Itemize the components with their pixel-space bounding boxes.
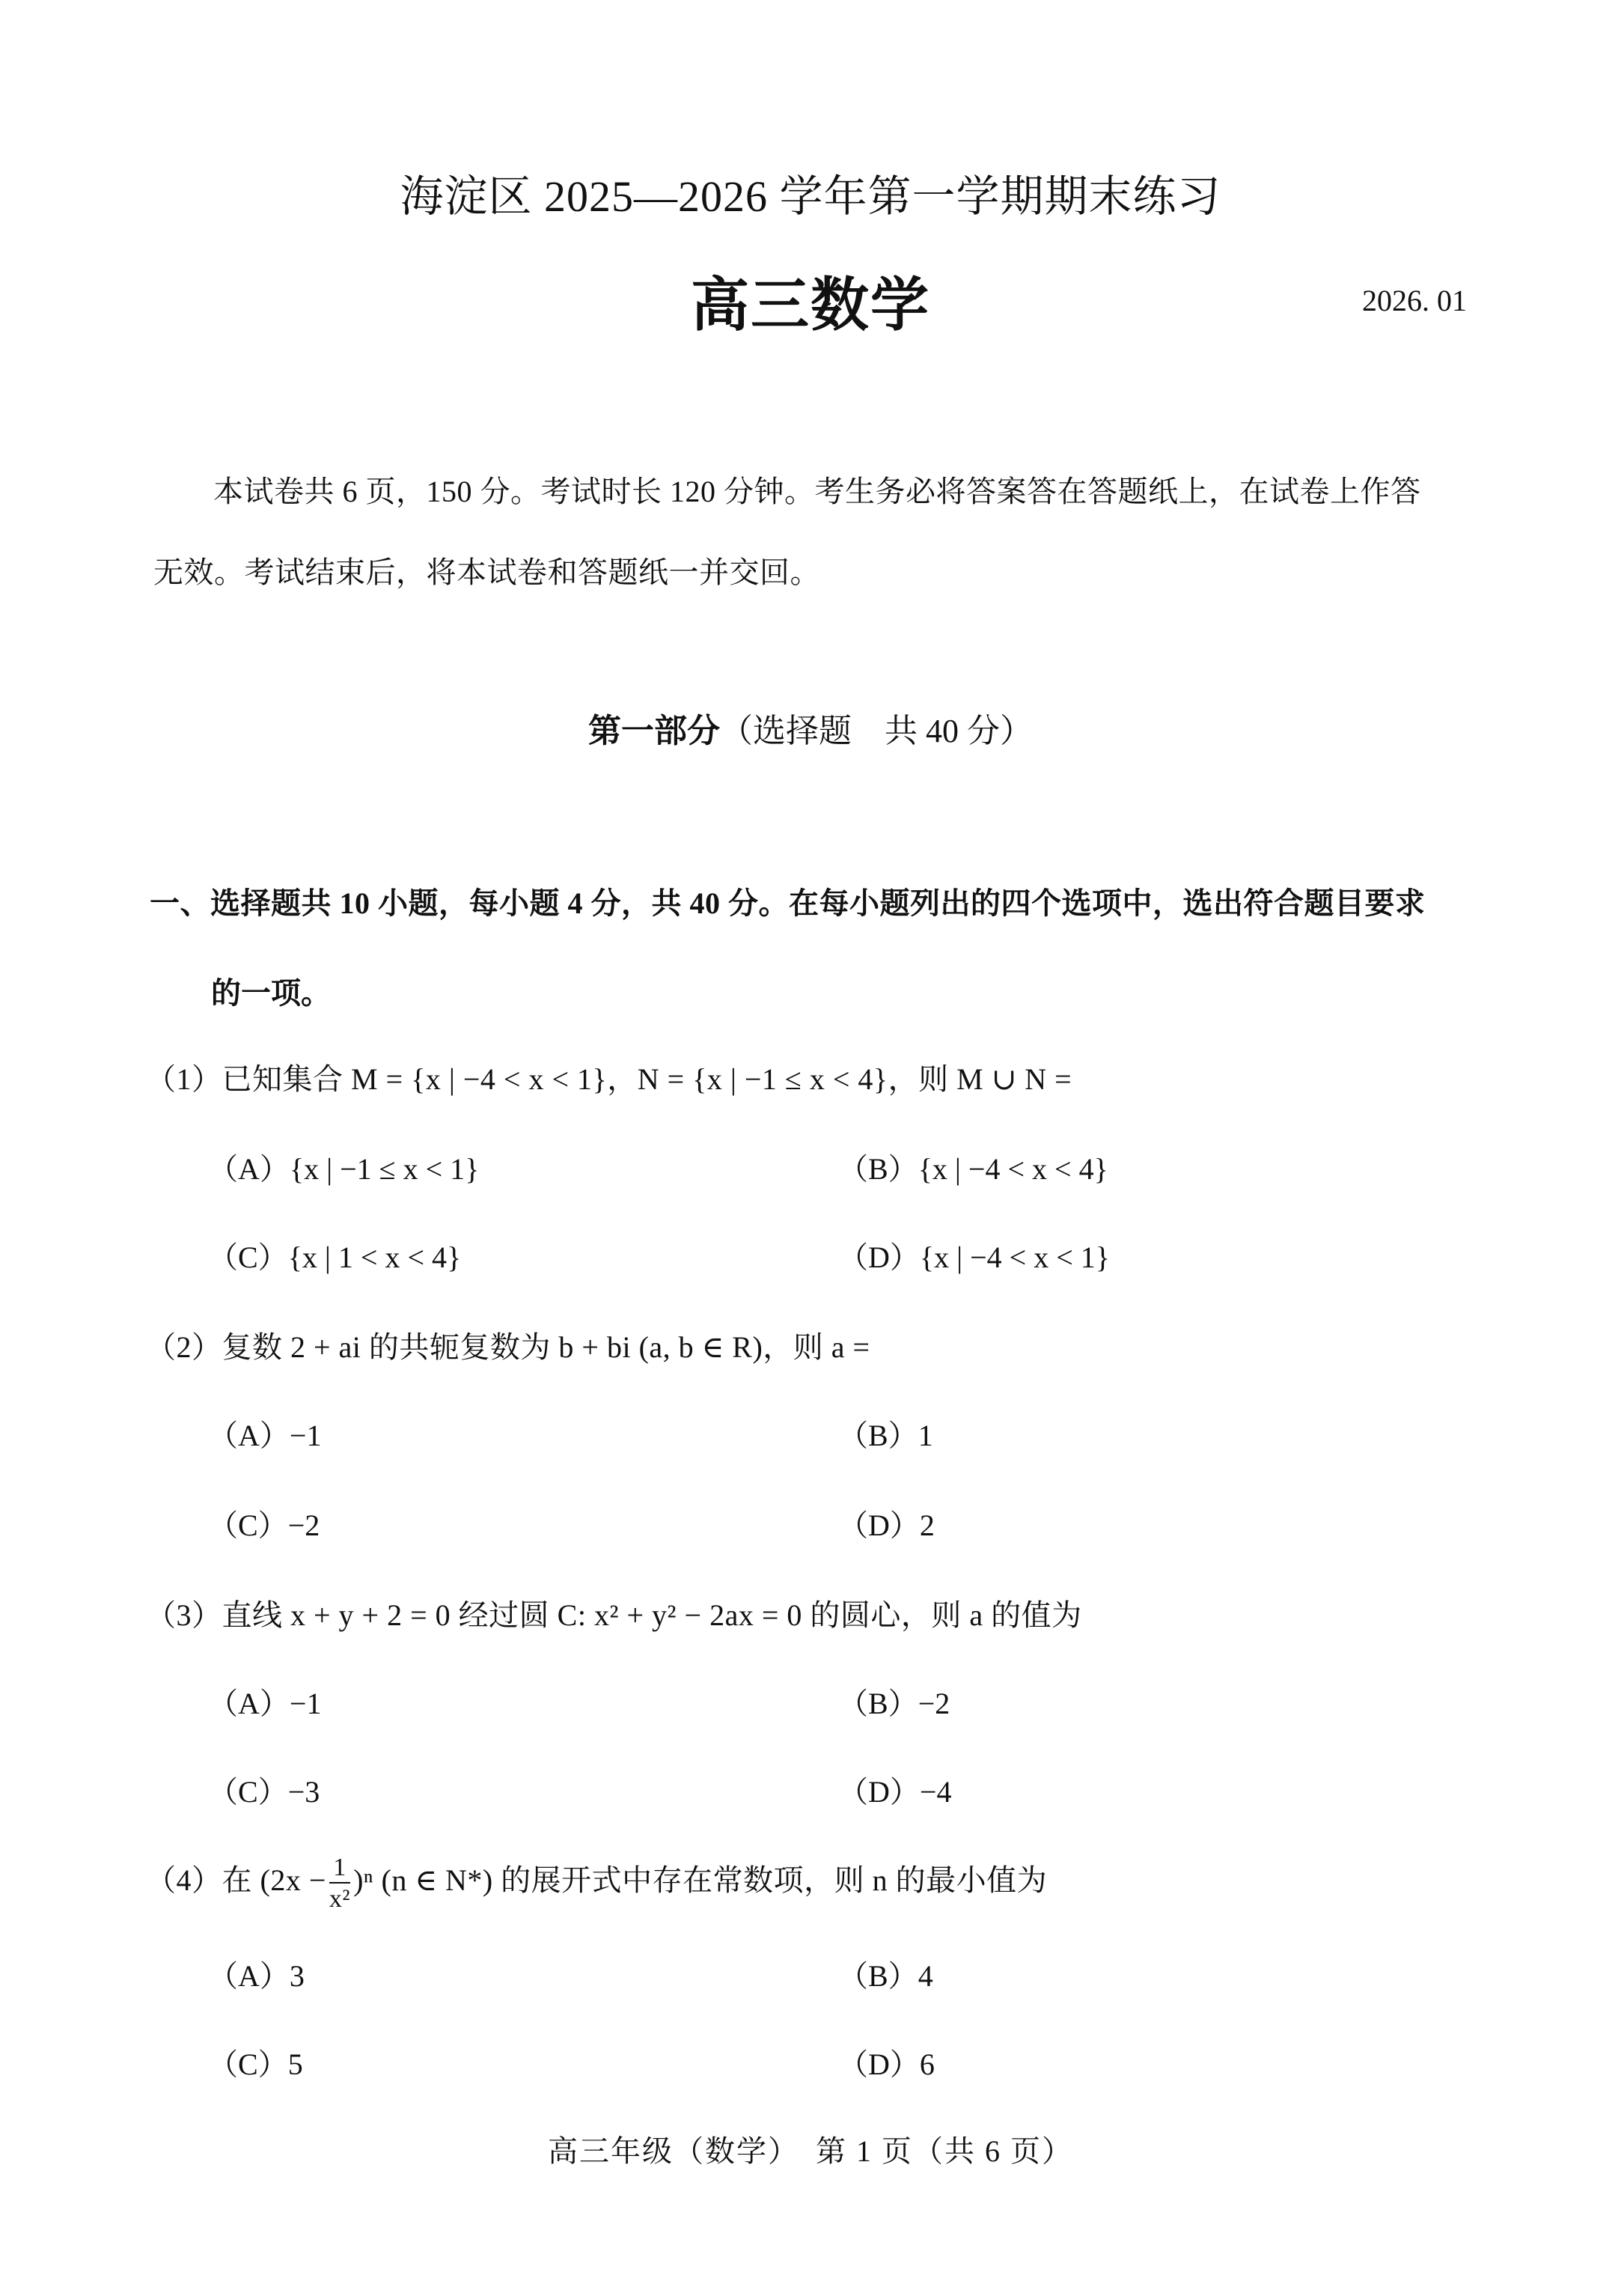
fraction-numerator: 1 [329, 1855, 350, 1884]
question-3 [146, 1592, 1082, 1634]
q2-option-c[interactable] [208, 1502, 320, 1544]
q4-option-b[interactable] [838, 1952, 933, 1995]
option-text: −4 [919, 1775, 952, 1809]
option-text: {x | −1 ≤ x < 1} [289, 1152, 480, 1186]
option-text: {x | −4 < x < 4} [918, 1152, 1108, 1186]
exam-date: 2026. 01 [1362, 284, 1467, 317]
option-text: {x | −4 < x < 1} [919, 1240, 1110, 1274]
q3-option-c[interactable] [208, 1768, 320, 1811]
question-number: （4） [146, 1863, 222, 1898]
page-footer: 高三年级（数学） 第 1 页（共 6 页） [548, 2134, 1073, 2168]
question-number: （1） [146, 1062, 222, 1096]
option-text: −1 [289, 1419, 322, 1452]
q3-option-a[interactable] [208, 1680, 321, 1723]
option-text: 5 [287, 2047, 303, 2081]
section-heading-line-1: 一、选择题共 10 小题，每小题 4 分，共 40 分。在每小题列出的四个选项中，选出符合题目要求 [150, 886, 1426, 920]
option-text: −2 [918, 1687, 950, 1720]
option-text: −1 [289, 1687, 322, 1720]
exam-title: 海淀区 2025—2026 学年第一学期期末练习 [400, 172, 1221, 221]
option-label: （D） [838, 1240, 920, 1274]
q4-option-d[interactable] [838, 2041, 935, 2083]
question-number: （3） [146, 1598, 222, 1632]
option-text: {x | 1 < x < 4} [287, 1240, 462, 1274]
question-stem: 已知集合 M = {x | −4 < x < 1}，N = {x | −1 ≤ x < 4}，则 M ∪ N = [222, 1062, 1072, 1096]
instructions-line-1: 本试卷共 6 页，150 分。考试时长 120 分钟。考生务必将答案答在答题纸上，在试卷上作答 [213, 475, 1421, 508]
q2-option-b[interactable] [838, 1412, 933, 1455]
option-label: （C） [208, 1775, 288, 1809]
q3-option-b[interactable] [838, 1680, 950, 1723]
option-label: （B） [838, 1959, 918, 1993]
question-1 [146, 1056, 1072, 1098]
q1-option-c[interactable] [208, 1234, 461, 1276]
q4-option-a[interactable] [208, 1952, 305, 1995]
question-stem: 直线 x + y + 2 = 0 经过圆 C: x² + y² − 2ax = 0 的圆心，则 a 的值为 [222, 1598, 1082, 1632]
fraction [329, 1855, 350, 1912]
option-label: （C） [208, 2047, 288, 2081]
option-text: 3 [289, 1959, 305, 1993]
q1-option-d[interactable] [838, 1234, 1110, 1276]
option-label: （D） [838, 1508, 920, 1542]
q4-option-c[interactable] [208, 2041, 303, 2083]
option-text: 1 [918, 1419, 933, 1452]
option-label: （A） [208, 1959, 290, 1993]
option-label: （A） [208, 1419, 290, 1452]
fraction-denominator: x² [329, 1885, 351, 1913]
option-label: （B） [838, 1687, 918, 1720]
question-number: （2） [146, 1330, 222, 1364]
option-label: （C） [208, 1508, 288, 1542]
option-text: 6 [919, 2047, 935, 2081]
option-label: （A） [208, 1687, 290, 1720]
question-2 [146, 1324, 870, 1366]
question-4 [146, 1855, 1047, 1912]
option-label: （D） [838, 1775, 920, 1809]
option-label: （C） [208, 1240, 288, 1274]
option-text: 4 [918, 1959, 933, 1993]
option-label: （B） [838, 1419, 918, 1452]
part-subtitle: （选择题 共 40 分） [720, 713, 1033, 749]
part-title: 第一部分 [588, 713, 720, 749]
q3-option-d[interactable] [838, 1768, 951, 1811]
option-text: −2 [287, 1508, 320, 1542]
question-stem-suffix: )ⁿ (n ∈ N*) 的展开式中存在常数项，则 n 的最小值为 [353, 1863, 1048, 1898]
option-text: −3 [287, 1775, 320, 1809]
option-text: 2 [919, 1508, 935, 1542]
instructions-line-2: 无效。考试结束后，将本试卷和答题纸一并交回。 [153, 555, 820, 589]
q1-option-b[interactable] [838, 1145, 1108, 1188]
option-label: （A） [208, 1152, 290, 1186]
part-heading [0, 704, 1621, 752]
q1-option-a[interactable] [208, 1145, 479, 1188]
question-stem: 复数 2 + ai 的共轭复数为 b + bi (a, b ∈ R)，则 a = [222, 1330, 870, 1364]
option-label: （B） [838, 1152, 918, 1186]
section-heading-line-2: 的一项。 [211, 976, 331, 1010]
option-label: （D） [838, 2047, 920, 2081]
question-stem-prefix: 在 (2x − [222, 1863, 326, 1898]
q2-option-d[interactable] [838, 1502, 935, 1544]
exam-subject: 高三数学 [690, 272, 930, 338]
q2-option-a[interactable] [208, 1412, 321, 1455]
